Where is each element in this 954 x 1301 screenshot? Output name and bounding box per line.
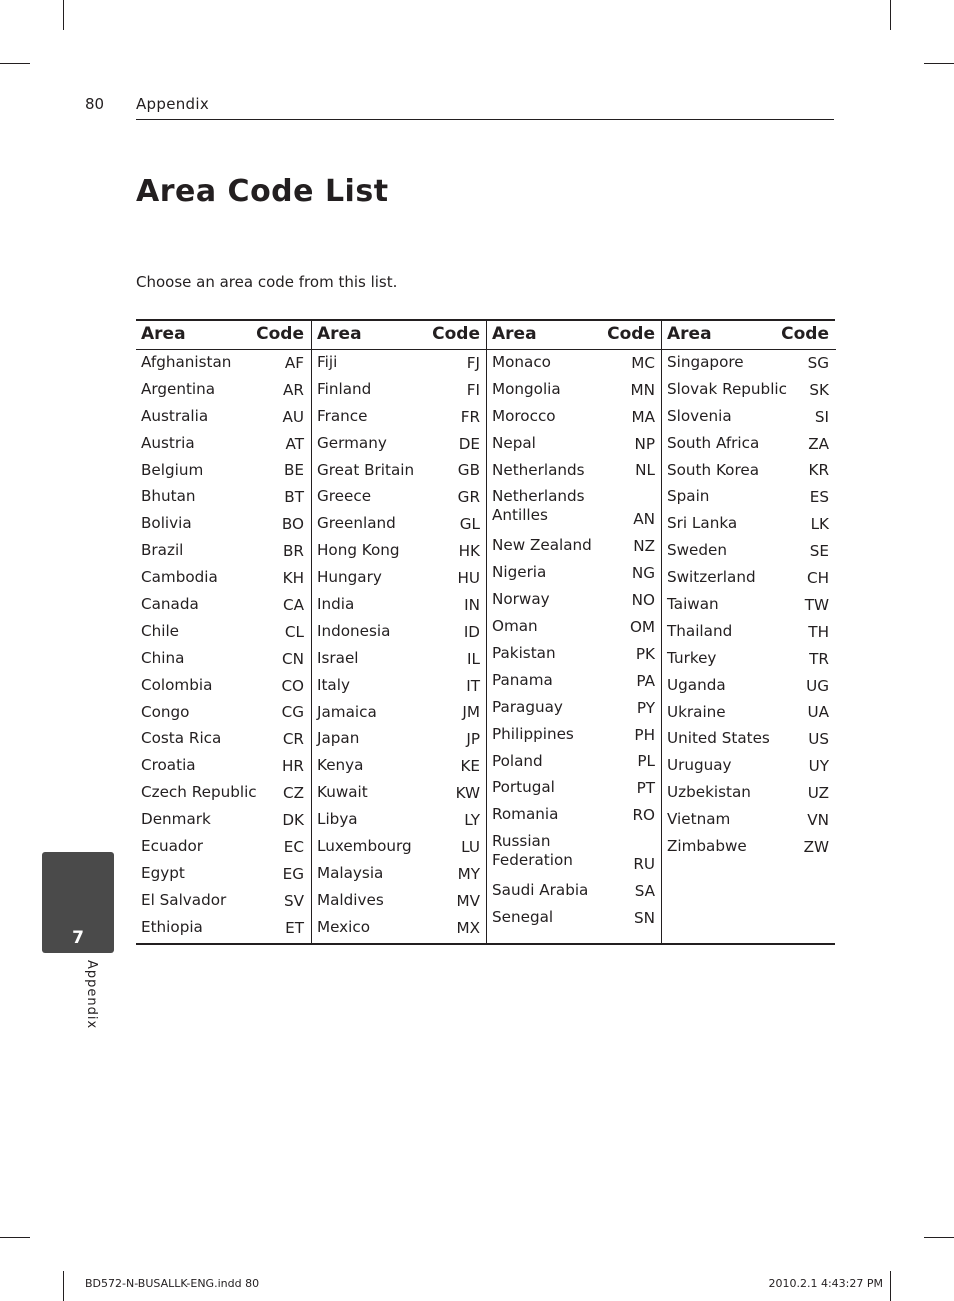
area-code: IL [467, 649, 480, 668]
area-name: Philippines [492, 724, 574, 743]
area-code: UG [806, 676, 829, 695]
area-name: Belgium [141, 460, 204, 479]
area-name: Great Britain [317, 460, 415, 479]
area-name: Chile [141, 621, 180, 640]
area-name: Mongolia [492, 379, 561, 398]
area-code: FR [460, 407, 480, 426]
table-row [141, 703, 304, 730]
table-row [317, 595, 480, 622]
table-row [317, 837, 480, 864]
header-area-label: Area [492, 324, 537, 344]
area-name: Germany [317, 433, 387, 452]
crop-mark [924, 63, 954, 64]
area-code: TH [808, 622, 829, 641]
header-code-label: Code [781, 324, 829, 344]
area-code: CN [282, 649, 304, 668]
area-code: KW [455, 784, 480, 803]
table-row [317, 541, 480, 568]
area-code: SG [807, 353, 829, 372]
area-name: Austria [141, 433, 195, 452]
table-row [492, 487, 655, 536]
table-row [317, 918, 480, 945]
table-row [667, 837, 829, 864]
area-code: GL [459, 515, 480, 534]
area-code: FI [466, 380, 480, 399]
table-rows [317, 353, 480, 945]
area-code: AR [283, 380, 304, 399]
area-name: Bolivia [141, 514, 192, 533]
table-row [317, 434, 480, 461]
table-row [667, 380, 829, 407]
area-code: MV [456, 891, 480, 910]
area-code: UY [808, 757, 829, 776]
area-name: Netherlands [492, 460, 585, 479]
table-row [492, 617, 655, 644]
area-name: Italy [317, 675, 350, 694]
area-code: ET [285, 918, 304, 937]
table-row [141, 891, 304, 918]
area-name: Canada [141, 595, 199, 614]
area-code: TR [809, 649, 829, 668]
area-name: Slovenia [667, 406, 732, 425]
area-name: New Zealand [492, 536, 592, 555]
table-row [141, 676, 304, 703]
crop-mark [63, 0, 64, 30]
crop-mark [890, 0, 891, 30]
area-name: Bhutan [141, 487, 196, 506]
column-header [667, 324, 829, 346]
crop-mark [890, 1271, 891, 1301]
area-name: Kenya [317, 756, 364, 775]
table-row [667, 729, 829, 756]
area-name: Croatia [141, 756, 196, 775]
area-code: FJ [466, 353, 480, 372]
table-row [492, 380, 655, 407]
table-row [317, 864, 480, 891]
table-row [667, 514, 829, 541]
area-code: UZ [807, 784, 829, 803]
table-row [492, 536, 655, 563]
area-name: France [317, 406, 368, 425]
area-code: EC [283, 837, 304, 856]
area-code: NZ [633, 537, 655, 556]
table-row [141, 380, 304, 407]
area-code: CG [281, 703, 304, 722]
table-row [141, 353, 304, 380]
area-code: SI [814, 407, 829, 426]
area-name: Saudi Arabia [492, 881, 589, 900]
header-area-label: Area [141, 324, 186, 344]
slug-date-info: 2010.2.1 4:43:27 PM [768, 1277, 883, 1290]
area-name: South Africa [667, 433, 760, 452]
table-row [141, 407, 304, 434]
area-name: Switzerland [667, 568, 756, 587]
area-name: Taiwan [667, 595, 719, 614]
area-name: Morocco [492, 406, 556, 425]
table-row [141, 595, 304, 622]
area-name: Romania [492, 805, 559, 824]
crop-mark [0, 63, 30, 64]
table-row [141, 568, 304, 595]
area-name: India [317, 595, 355, 614]
area-name: Nigeria [492, 563, 547, 582]
area-code: NO [631, 591, 655, 610]
area-code: JM [462, 703, 480, 722]
table-row [667, 810, 829, 837]
area-code: CR [282, 730, 304, 749]
table-row [667, 622, 829, 649]
table-row [317, 622, 480, 649]
area-code: ZW [803, 837, 829, 856]
area-code: AU [282, 407, 304, 426]
table-rows [492, 353, 655, 935]
page-number: 80 [85, 95, 105, 113]
area-code: MA [631, 407, 655, 426]
table-row [317, 514, 480, 541]
area-code: CH [806, 569, 829, 588]
area-name: Afghanistan [141, 353, 232, 371]
table-row [317, 380, 480, 407]
header-rule [662, 349, 836, 350]
header-rule [312, 349, 487, 350]
column-header [492, 324, 655, 346]
table-row [667, 434, 829, 461]
table-row [492, 353, 655, 380]
area-code: HR [282, 757, 304, 776]
area-name: Indonesia [317, 621, 391, 640]
header-rule [136, 119, 834, 120]
area-name: Ethiopia [141, 917, 203, 936]
table-row [492, 908, 655, 935]
running-header: Appendix [136, 95, 210, 113]
area-name: Sri Lanka [667, 514, 738, 533]
area-name: Luxembourg [317, 837, 412, 856]
table-column [661, 321, 836, 943]
area-code: CA [283, 595, 304, 614]
area-code: MC [631, 353, 655, 372]
area-code: RO [632, 806, 655, 825]
table-row [317, 756, 480, 783]
area-code: SV [283, 891, 304, 910]
area-name: Zimbabwe [667, 837, 747, 856]
area-code: SE [809, 542, 829, 561]
area-code: JP [466, 730, 480, 749]
area-code: PH [634, 725, 655, 744]
table-row [667, 461, 829, 488]
area-name: El Salvador [141, 890, 227, 909]
area-name: Uzbekistan [667, 783, 751, 802]
area-name: Kuwait [317, 783, 368, 802]
table-row [317, 810, 480, 837]
area-code: SN [633, 909, 655, 928]
area-code: IN [464, 595, 480, 614]
area-name: Netherlands Antilles [492, 487, 585, 525]
area-code: OM [629, 618, 655, 637]
area-code: PL [637, 752, 655, 771]
table-row [317, 783, 480, 810]
header-code-label: Code [256, 324, 304, 344]
table-rows [667, 353, 829, 864]
area-code: CZ [282, 784, 304, 803]
intro-text: Choose an area code from this list. [136, 273, 398, 291]
table-row [141, 541, 304, 568]
area-code: BR [283, 542, 304, 561]
area-name: Paraguay [492, 697, 563, 716]
area-name: Uruguay [667, 756, 732, 775]
table-column [311, 321, 487, 943]
area-name: Senegal [492, 908, 554, 927]
table-row [667, 756, 829, 783]
area-code: PA [636, 671, 655, 690]
area-name: Japan [317, 729, 360, 748]
table-row [492, 778, 655, 805]
slug-file-info: BD572-N-BUSALLK-ENG.indd 80 [85, 1277, 260, 1290]
area-name: Turkey [667, 648, 717, 667]
area-name: Israel [317, 648, 359, 667]
table-row [141, 864, 304, 891]
crop-mark [924, 1237, 954, 1238]
area-code: CO [281, 676, 304, 695]
area-code: AT [285, 434, 304, 453]
area-name: Colombia [141, 675, 213, 694]
area-code: PY [636, 698, 655, 717]
area-name: Congo [141, 702, 190, 721]
area-name: Jamaica [317, 702, 377, 721]
area-name: Mexico [317, 917, 371, 936]
area-code: BT [284, 488, 304, 507]
area-name: Slovak Republic [667, 379, 787, 398]
table-row [141, 514, 304, 541]
header-rule [487, 349, 662, 350]
chapter-tab [42, 852, 114, 953]
table-row [492, 752, 655, 779]
table-row [492, 590, 655, 617]
area-code: DK [282, 811, 304, 830]
table-row [667, 783, 829, 810]
area-code: PT [636, 779, 655, 798]
area-code-table [136, 319, 835, 945]
table-row [667, 353, 829, 380]
chapter-label: Appendix [84, 960, 99, 1030]
table-row [317, 676, 480, 703]
area-name: Vietnam [667, 810, 731, 829]
column-header [141, 324, 304, 346]
area-name: Norway [492, 590, 550, 609]
area-code: SA [634, 882, 655, 901]
table-row [317, 353, 480, 380]
area-name: Singapore [667, 353, 744, 371]
area-name: Egypt [141, 863, 185, 882]
area-code: ID [463, 622, 480, 641]
table-row [667, 568, 829, 595]
table-row [141, 783, 304, 810]
area-name: Spain [667, 487, 710, 506]
table-row [492, 407, 655, 434]
area-code: US [808, 730, 829, 749]
table-row [317, 729, 480, 756]
area-code: KR [808, 461, 829, 480]
area-code: BO [281, 515, 304, 534]
area-name: Czech Republic [141, 783, 257, 802]
table-row [317, 487, 480, 514]
table-row [492, 434, 655, 461]
area-name: Oman [492, 617, 538, 636]
area-name: Ecuador [141, 837, 204, 856]
area-name: Costa Rica [141, 729, 222, 748]
table-row [141, 918, 304, 945]
crop-mark [0, 1237, 30, 1238]
area-code: NG [631, 564, 655, 583]
header-code-label: Code [432, 324, 480, 344]
table-row [667, 407, 829, 434]
area-name: Thailand [667, 621, 733, 640]
table-rows [141, 353, 304, 945]
area-name: Russian Federation [492, 832, 573, 870]
area-code: AN [633, 510, 655, 529]
area-name: Argentina [141, 379, 216, 398]
chapter-number: 7 [72, 928, 84, 948]
table-row [141, 810, 304, 837]
area-name: Australia [141, 406, 209, 425]
table-row [317, 407, 480, 434]
area-code: HU [457, 569, 480, 588]
area-name: Fiji [317, 353, 338, 371]
area-code: DE [458, 434, 480, 453]
area-name: Denmark [141, 810, 211, 829]
area-name: Hungary [317, 568, 382, 587]
area-code: MN [630, 380, 655, 399]
area-code: CL [284, 622, 304, 641]
area-code: TW [804, 595, 829, 614]
table-row [141, 649, 304, 676]
area-name: Greenland [317, 514, 396, 533]
table-row [492, 563, 655, 590]
area-code: LK [810, 515, 829, 534]
area-code: KE [460, 757, 480, 776]
table-row [667, 487, 829, 514]
area-code: GR [457, 488, 480, 507]
area-code: LU [461, 837, 480, 856]
table-row [492, 698, 655, 725]
area-name: Greece [317, 487, 372, 506]
header-area-label: Area [667, 324, 712, 344]
area-code: NL [635, 461, 655, 480]
area-code: LY [464, 811, 480, 830]
area-code: HK [458, 542, 480, 561]
area-name: Poland [492, 751, 543, 770]
area-name: Sweden [667, 541, 728, 560]
table-row [317, 703, 480, 730]
table-column [136, 321, 311, 943]
area-name: Maldives [317, 890, 384, 909]
table-row [492, 832, 655, 881]
area-code: MX [456, 918, 480, 937]
area-name: Cambodia [141, 568, 218, 587]
table-row [492, 881, 655, 908]
area-name: Nepal [492, 433, 536, 452]
area-name: United States [667, 729, 770, 748]
area-name: Hong Kong [317, 541, 400, 560]
header-area-label: Area [317, 324, 362, 344]
area-name: Uganda [667, 675, 726, 694]
table-column [486, 321, 662, 943]
table-row [667, 703, 829, 730]
area-code: MY [457, 864, 480, 883]
area-name: Finland [317, 379, 372, 398]
area-name: South Korea [667, 460, 760, 479]
header-rule [136, 349, 311, 350]
area-code: IT [466, 676, 480, 695]
table-row [667, 649, 829, 676]
table-row [141, 622, 304, 649]
header-code-label: Code [607, 324, 655, 344]
area-code: VN [807, 811, 829, 830]
area-code: ZA [808, 434, 829, 453]
table-row [141, 729, 304, 756]
area-name: Pakistan [492, 644, 556, 663]
table-row [492, 461, 655, 488]
table-row [492, 671, 655, 698]
area-name: Monaco [492, 353, 551, 371]
area-code: AF [284, 353, 304, 372]
table-row [317, 649, 480, 676]
area-code: PK [635, 644, 655, 663]
page-title: Area Code List [136, 174, 389, 209]
area-name: Ukraine [667, 702, 726, 721]
table-row [667, 676, 829, 703]
area-code: SK [809, 380, 829, 399]
area-code: EG [282, 864, 304, 883]
table-row [667, 541, 829, 568]
table-row [492, 805, 655, 832]
table-row [141, 461, 304, 488]
area-name: Malaysia [317, 863, 384, 882]
table-row [317, 568, 480, 595]
area-code: NP [634, 434, 655, 453]
table-row [492, 644, 655, 671]
table-row [492, 725, 655, 752]
table-row [141, 756, 304, 783]
table-row [317, 461, 480, 488]
table-row [141, 837, 304, 864]
table-row [141, 487, 304, 514]
crop-mark [63, 1271, 64, 1301]
area-code: UA [807, 703, 829, 722]
area-code: GB [457, 461, 480, 480]
area-name: Brazil [141, 541, 184, 560]
area-name: Libya [317, 810, 358, 829]
area-name: Panama [492, 670, 553, 689]
table-row [667, 595, 829, 622]
table-row [141, 434, 304, 461]
area-code: KH [282, 569, 304, 588]
area-name: Portugal [492, 778, 555, 797]
area-code: ES [809, 488, 829, 507]
table-row [317, 891, 480, 918]
column-header [317, 324, 480, 346]
area-code: RU [633, 855, 655, 874]
area-code: BE [283, 461, 304, 480]
area-name: China [141, 648, 185, 667]
